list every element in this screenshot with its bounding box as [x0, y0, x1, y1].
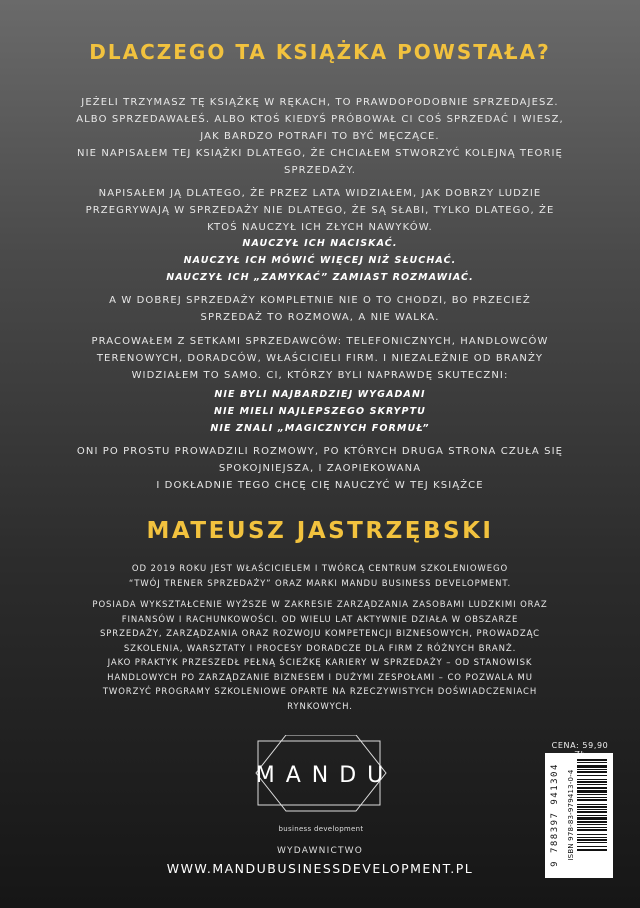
barcode-bar [577, 849, 607, 851]
barcode-bar [577, 834, 607, 835]
text-line: WIDZIAŁEM TO SAMO. CI, KTÓRZY BYLI NAPRAWDĘ SKUTECZNI: [131, 370, 509, 381]
intro-paragraph [70, 145, 570, 179]
text-line: I DOKŁADNIE TEGO CHCĘ CIĘ NAUCZYĆ W TEJ KSIĄŻCE [156, 480, 484, 491]
emphasis-paragraph [70, 386, 570, 437]
text-line: SPRZEDAŻ TO ROZMOWA, A NIE WALKA. [200, 312, 440, 323]
text-line: SZKOLENIA, WARSZTATY I PROCESY DORADCZE DLA FIRM Z RÓŻNYCH BRANŻ. [123, 643, 517, 654]
text-line: JEŻELI TRZYMASZ TĘ KSIĄŻKĘ W RĘKACH, TO PRAWDOPODOBNIE SPRZEDAJESZ. [81, 97, 559, 108]
mandu-logo [236, 735, 406, 845]
barcode-bar [577, 817, 607, 820]
text-line: KTOŚ NAUCZYŁ ICH ZŁYCH NAWYKÓW. [207, 222, 433, 233]
text-line: POSIADA WYKSZTAŁCENIE WYŻSZE W ZAKRESIE ZARZĄDZANIA ZASOBAMI LUDZKIMI ORAZ [92, 600, 548, 610]
text-line: PRZEGRYWAJĄ W SPRZEDAŻY NIE DLATEGO, ŻE SĄ SŁABI, TYLKO DLATEGO, ŻE [85, 205, 555, 216]
barcode-bar [577, 787, 607, 789]
barcode-bar [577, 806, 607, 808]
logo-wordmark: MANDU [255, 763, 395, 788]
barcode-bar [577, 781, 607, 783]
section-heading: DLACZEGO TA KSIĄŻKA POWSTAŁA? [89, 40, 551, 64]
barcode-bar [577, 829, 607, 831]
barcode-bar [577, 839, 607, 841]
barcode-bar [577, 790, 607, 793]
logo-subtitle: business development [278, 825, 364, 833]
author-bio-paragraph [70, 656, 570, 714]
barcode-bar [577, 811, 607, 813]
barcode-bar [577, 775, 607, 776]
text-line: OD 2019 ROKU JEST WŁAŚCICIELEM I TWÓRCĄ CENTRUM SZKOLENIOWEGO [131, 564, 509, 574]
barcode-bar [577, 837, 607, 838]
text-line: FINANSÓW I RACHUNKOWOŚCI. OD WIELU LAT AKTYWNIE DZIAŁA W OBSZARZE [121, 614, 519, 625]
website-url: WWW.MANDUBUSINESSDEVELOPMENT.PL [166, 861, 474, 876]
text-line: NAUCZYŁ ICH „ZAMYKAĆ” ZAMIAST ROZMAWIAĆ. [166, 272, 474, 283]
text-line: SPRZEDAŻY, ZARZĄDZANIA ORAZ ROZWOJU KOMPETENCJI BIZNESOWYCH, PROWADZĄC [99, 629, 541, 639]
text-line: NIE MIELI NAJLEPSZEGO SKRYPTU [214, 406, 426, 417]
barcode-bar [577, 804, 607, 805]
barcode-bar [577, 769, 607, 770]
text-line: NIE BYLI NAJBARDZIEJ WYGADANI [214, 389, 426, 400]
text-line: ONI PO PROSTU PROWADZILI ROZMOWY, PO KTÓRYCH DRUGA STRONA CZUŁA SIĘ [76, 446, 564, 457]
barcode-bar [577, 809, 607, 810]
barcode-bar [577, 784, 607, 785]
barcode-bar [577, 771, 607, 773]
barcode-bar [577, 762, 607, 763]
text-line: ALBO SPRZEDAWAŁEŚ. ALBO KTOŚ KIEDYŚ PRÓBOWAŁ CI COŚ SPRZEDAĆ I WIESZ, [76, 114, 564, 125]
intro-paragraph [70, 443, 570, 494]
text-line: TWORZYĆ PROGRAMY SZKOLENIOWE OPARTE NA RZECZYWISTYCH DOŚWIADCZENIACH [102, 687, 538, 697]
text-line: NAUCZYŁ ICH MÓWIĆ WIĘCEJ NIŻ SŁUCHAĆ. [183, 255, 457, 266]
intro-paragraph [70, 292, 570, 326]
text-line: HANDLOWYCH PO ZARZĄDZANIE BIZNESEM I DUŻYMI ZESPOŁAMI – CO POZWALA MU [107, 672, 533, 683]
isbn-number: ISBN 978-83-979413-0-4 [567, 769, 575, 861]
text-line: A W DOBREJ SPRZEDAŻY KOMPLETNIE NIE O TO CHODZI, BO PRZECIEŻ [109, 295, 531, 306]
barcode-bars-icon [577, 757, 609, 874]
ean-number: 9 788397 941304 [550, 763, 560, 867]
isbn-barcode [545, 753, 613, 878]
text-line: RYNKOWYCH. [287, 701, 353, 712]
text-line: PRACOWAŁEM Z SETKAMI SPRZEDAWCÓW: TELEFONICZNYCH, HANDLOWCÓW [91, 336, 549, 347]
text-line: “TWÓJ TRENER SPRZEDAŻY” ORAZ MARKI MANDU BUSINESS DEVELOPMENT. [128, 578, 512, 589]
author-bio-paragraph [70, 598, 570, 656]
text-line: JAK BARDZO POTRAFI TO BYĆ MĘCZĄCE. [200, 131, 440, 142]
intro-paragraph [70, 185, 570, 236]
intro-paragraph [70, 333, 570, 384]
barcode-bar [577, 759, 607, 761]
publisher-label: WYDAWNICTWO [276, 846, 364, 856]
barcode-bar [577, 779, 607, 780]
text-line: NIE ZNALI „MAGICZNYCH FORMUŁ” [210, 423, 430, 434]
text-line: SPRZEDAŻY. [284, 165, 356, 176]
price-label: CENA: 59,90 [551, 741, 609, 750]
text-line: TERENOWYCH, DORADCÓW, WŁAŚCICIELI FIRM. I NIEZALEŻNIE OD BRANŻY [96, 353, 544, 364]
barcode-bar [577, 846, 607, 847]
text-line: JAKO PRAKTYK PRZESZEDŁ PEŁNĄ ŚCIEŻKĘ KARIERY W SPRZEDAŻY – OD STANOWISK [107, 658, 533, 668]
text-line: NAPISAŁEM JĄ DLATEGO, ŻE PRZEZ LATA WIDZIAŁEM, JAK DOBRZY LUDZIE [98, 188, 542, 199]
barcode-bar [577, 824, 607, 825]
barcode-bar [577, 815, 607, 816]
emphasis-paragraph [70, 235, 570, 286]
barcode-bar [577, 797, 607, 798]
text-line: SPOKOJNIEJSZA, I ZAOPIEKOWANA [218, 463, 422, 474]
text-line: NAUCZYŁ ICH NACISKAĆ. [242, 238, 398, 249]
author-name: MATEUSZ JASTRZĘBSKI [146, 518, 494, 544]
barcode-bar [577, 842, 607, 843]
barcode-bar [577, 821, 607, 823]
barcode-bar [577, 794, 607, 795]
author-bio-paragraph [70, 562, 570, 591]
text-line: NIE NAPISAŁEM TEJ KSIĄŻKI DLATEGO, ŻE CHCIAŁEM STWORZYĆ KOLEJNĄ TEORIĘ [77, 148, 563, 159]
barcode-bar [577, 827, 607, 828]
barcode-bar [577, 799, 607, 801]
barcode-bar [577, 765, 607, 768]
intro-paragraph [70, 94, 570, 145]
